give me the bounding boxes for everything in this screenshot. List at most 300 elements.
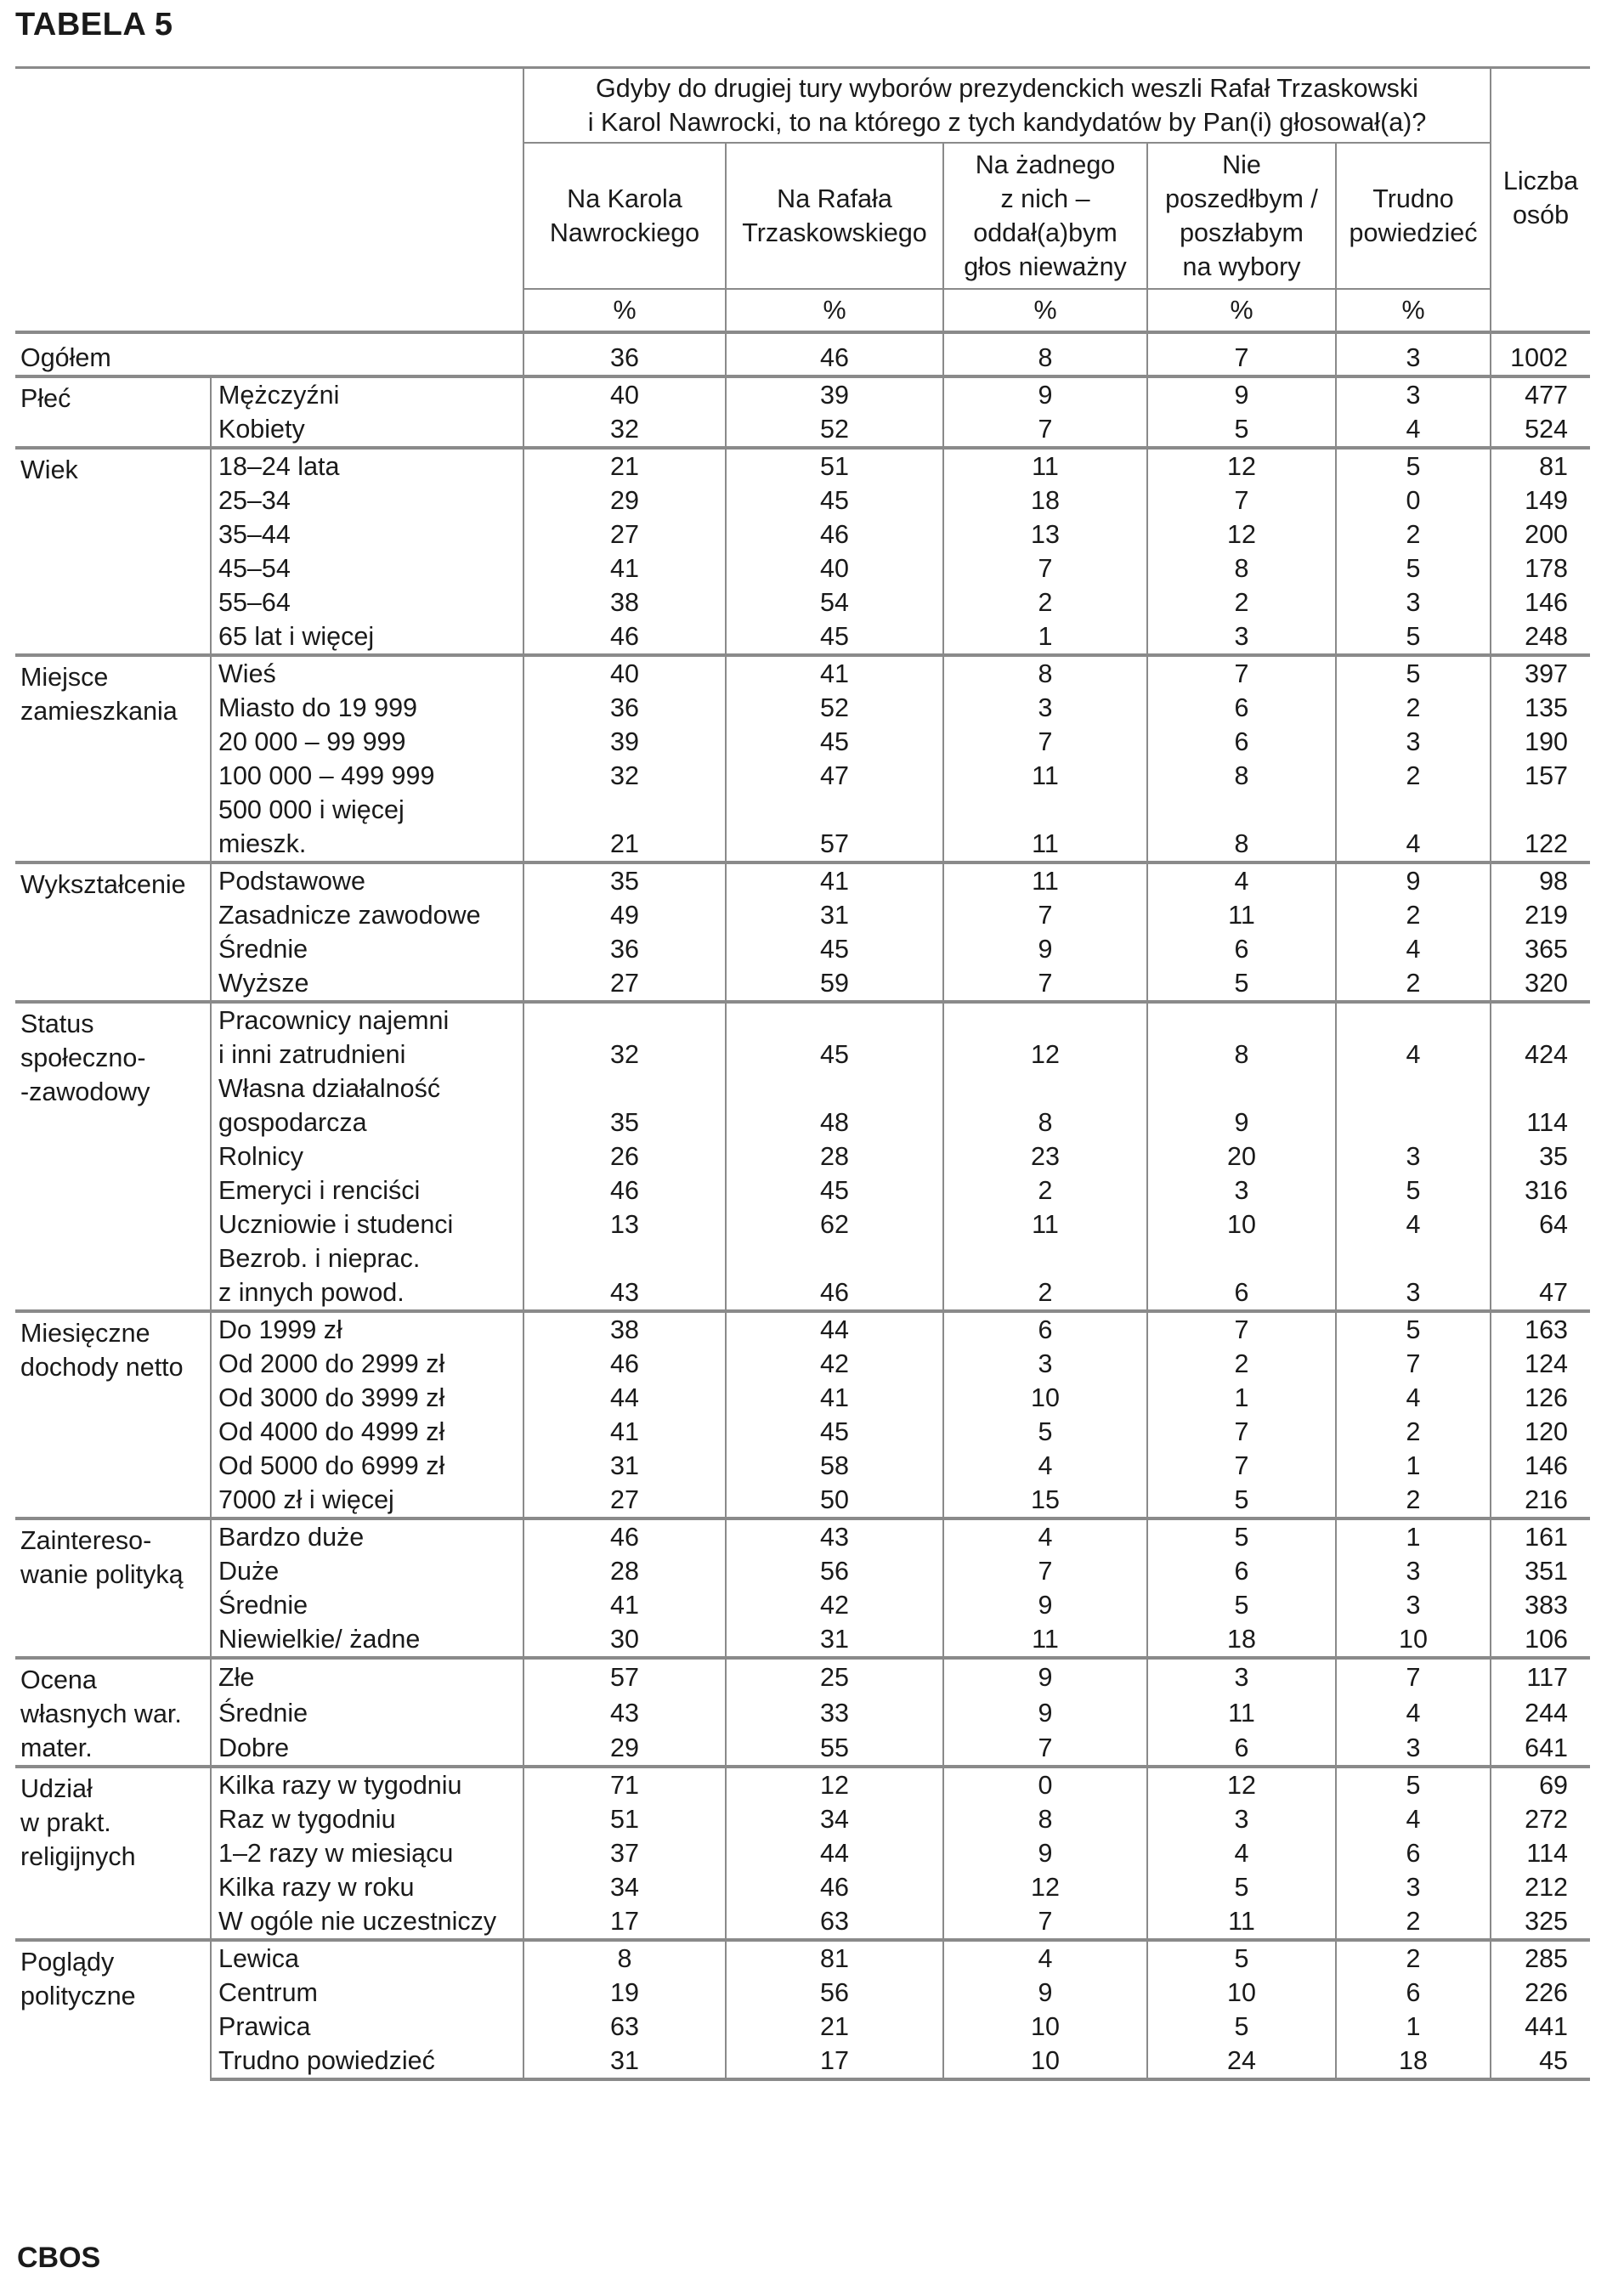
value-cell: 57 bbox=[726, 793, 943, 862]
value-cell: 6 bbox=[1147, 1241, 1336, 1311]
row-label-line: Średnie bbox=[218, 1698, 308, 1728]
value-cell: 7 bbox=[1336, 1658, 1491, 1694]
value-cell: 4 bbox=[943, 1449, 1147, 1483]
value-cell: 20 bbox=[1147, 1140, 1336, 1173]
count-cell: 35 bbox=[1491, 1140, 1590, 1173]
table-row bbox=[15, 898, 1590, 932]
row-label-line: Raz w tygodniu bbox=[218, 1805, 396, 1834]
value-cell: 9 bbox=[943, 1836, 1147, 1870]
column-header-line: Nie bbox=[1222, 150, 1261, 179]
value-cell: 45 bbox=[726, 1415, 943, 1449]
count-cell: 397 bbox=[1491, 655, 1590, 691]
row-label-line: 500 000 i więcej bbox=[218, 795, 405, 824]
value-cell: 7 bbox=[943, 412, 1147, 448]
value-cell: 34 bbox=[523, 1870, 726, 1904]
value-cell: 12 bbox=[1147, 448, 1336, 484]
count-cell: 351 bbox=[1491, 1554, 1590, 1588]
value-cell: 7 bbox=[1147, 1415, 1336, 1449]
row-label bbox=[211, 2044, 523, 2079]
value-cell: 7 bbox=[943, 725, 1147, 759]
column-header-line: poszłabym bbox=[1180, 218, 1304, 247]
value-cell: 2 bbox=[1336, 898, 1491, 932]
row-label bbox=[211, 1449, 523, 1483]
row-label-line: 65 lat i więcej bbox=[218, 622, 375, 651]
row-label-line: Złe bbox=[218, 1663, 255, 1693]
table-row bbox=[15, 725, 1590, 759]
value-cell: 28 bbox=[523, 1554, 726, 1588]
value-cell: 28 bbox=[726, 1140, 943, 1173]
row-label bbox=[211, 1730, 523, 1767]
table-row bbox=[15, 759, 1590, 793]
row-label bbox=[211, 655, 523, 691]
value-cell: 46 bbox=[523, 1518, 726, 1554]
count-cell: 64 bbox=[1491, 1207, 1590, 1241]
value-cell: 4 bbox=[1336, 793, 1491, 862]
page-title: TABELA 5 bbox=[15, 7, 173, 42]
group-label-line: Miejsce bbox=[20, 663, 109, 692]
value-cell: 10 bbox=[1336, 1622, 1491, 1658]
row-label bbox=[211, 1415, 523, 1449]
column-header-line: Trzaskowskiego bbox=[742, 218, 927, 247]
value-cell: 39 bbox=[523, 725, 726, 759]
value-cell: 4 bbox=[1147, 1836, 1336, 1870]
table-row bbox=[15, 1870, 1590, 1904]
row-label-line: 35–44 bbox=[218, 520, 291, 549]
row-label-line: Miasto do 19 999 bbox=[218, 693, 417, 722]
row-label bbox=[211, 585, 523, 619]
table-row bbox=[15, 1588, 1590, 1622]
row-label-line: Kilka razy w roku bbox=[218, 1873, 415, 1902]
value-cell: 31 bbox=[523, 1449, 726, 1483]
value-cell: 0 bbox=[943, 1767, 1147, 1802]
column-header-line: Nawrockiego bbox=[549, 218, 700, 247]
row-label-line: Od 4000 do 4999 zł bbox=[218, 1417, 445, 1446]
value-cell: 6 bbox=[1147, 725, 1336, 759]
value-cell: 9 bbox=[943, 1976, 1147, 2010]
group-label bbox=[15, 862, 211, 1002]
row-label-line: Trudno powiedzieć bbox=[218, 2046, 435, 2075]
row-label-line: Własna działalność bbox=[218, 1074, 441, 1103]
value-cell: 31 bbox=[726, 898, 943, 932]
group-label bbox=[15, 655, 211, 862]
row-label bbox=[211, 932, 523, 966]
value-cell: 33 bbox=[726, 1694, 943, 1729]
value-cell: 7 bbox=[1147, 655, 1336, 691]
group-label-line: religijnych bbox=[20, 1842, 136, 1871]
value-cell: 32 bbox=[523, 1002, 726, 1072]
count-cell: 69 bbox=[1491, 1767, 1590, 1802]
value-cell: 6 bbox=[1336, 1836, 1491, 1870]
table-row bbox=[15, 2044, 1590, 2079]
row-label-line: 20 000 – 99 999 bbox=[218, 727, 406, 756]
column-header-line: z nich – bbox=[1000, 184, 1090, 213]
count-cell: 114 bbox=[1491, 1836, 1590, 1870]
value-cell: 8 bbox=[943, 655, 1147, 691]
value-cell: 36 bbox=[523, 691, 726, 725]
value-cell: 35 bbox=[523, 1072, 726, 1140]
value-cell: 4 bbox=[943, 1518, 1147, 1554]
value-cell: 8 bbox=[943, 1072, 1147, 1140]
row-label bbox=[211, 1002, 523, 1072]
group-label bbox=[15, 1767, 211, 1940]
row-label-line: Wieś bbox=[218, 659, 276, 688]
value-cell: 5 bbox=[1336, 619, 1491, 655]
group-label bbox=[15, 448, 211, 655]
table-row bbox=[15, 1140, 1590, 1173]
table-row bbox=[15, 1976, 1590, 2010]
value-cell: 5 bbox=[1147, 1870, 1336, 1904]
count-header bbox=[1491, 68, 1590, 333]
value-cell: 3 bbox=[1336, 1241, 1491, 1311]
value-cell: 39 bbox=[726, 376, 943, 412]
value-cell: 9 bbox=[943, 1588, 1147, 1622]
value-cell: 3 bbox=[1336, 1588, 1491, 1622]
unit-cell: % bbox=[726, 289, 943, 332]
count-cell: 325 bbox=[1491, 1904, 1590, 1940]
value-cell: 3 bbox=[943, 1347, 1147, 1381]
count-cell: 114 bbox=[1491, 1072, 1590, 1140]
value-cell: 4 bbox=[1147, 862, 1336, 898]
count-cell: 161 bbox=[1491, 1518, 1590, 1554]
value-cell: 7 bbox=[943, 966, 1147, 1002]
value-cell: 18 bbox=[943, 484, 1147, 517]
group-label-line: w prakt. bbox=[20, 1808, 111, 1837]
row-label bbox=[211, 1588, 523, 1622]
value-cell: 6 bbox=[1147, 1730, 1336, 1767]
value-cell: 8 bbox=[943, 1802, 1147, 1836]
row-label bbox=[211, 1483, 523, 1518]
value-cell: 42 bbox=[726, 1347, 943, 1381]
value-cell: 11 bbox=[943, 759, 1147, 793]
value-cell: 3 bbox=[1147, 619, 1336, 655]
value-cell: 31 bbox=[726, 1622, 943, 1658]
value-cell: 11 bbox=[1147, 1904, 1336, 1940]
column-header-line: poszedłbym / bbox=[1165, 184, 1318, 213]
row-label bbox=[211, 1518, 523, 1554]
table-row bbox=[15, 517, 1590, 551]
value-cell: 41 bbox=[726, 862, 943, 898]
group-label-line: Udział bbox=[20, 1774, 93, 1803]
value-cell: 40 bbox=[726, 551, 943, 585]
value-cell: 4 bbox=[943, 1940, 1147, 1976]
value-cell: 5 bbox=[1147, 2010, 1336, 2044]
value-cell: 6 bbox=[943, 1311, 1147, 1347]
value-cell: 46 bbox=[726, 1241, 943, 1311]
value-cell: 29 bbox=[523, 1730, 726, 1767]
row-label bbox=[211, 1311, 523, 1347]
column-header-line: Na żadnego bbox=[975, 150, 1116, 179]
value-cell: 2 bbox=[943, 1173, 1147, 1207]
value-cell: 2 bbox=[943, 1241, 1147, 1311]
value-cell: 5 bbox=[1147, 1588, 1336, 1622]
group-label bbox=[15, 1002, 211, 1311]
row-label-line: Bardzo duże bbox=[218, 1523, 365, 1552]
value-cell: 52 bbox=[726, 412, 943, 448]
group-label bbox=[15, 1940, 211, 2079]
row-label-line: 25–34 bbox=[218, 486, 291, 515]
group-label-line: Miesięczne bbox=[20, 1319, 150, 1348]
count-cell: 212 bbox=[1491, 1870, 1590, 1904]
value-cell: 26 bbox=[523, 1140, 726, 1173]
value-cell: 45 bbox=[726, 619, 943, 655]
value-cell: 9 bbox=[943, 1658, 1147, 1694]
count-cell: 146 bbox=[1491, 585, 1590, 619]
value-cell: 2 bbox=[943, 585, 1147, 619]
value-cell: 3 bbox=[1336, 1730, 1491, 1767]
value-cell: 5 bbox=[1147, 1940, 1336, 1976]
value-cell: 11 bbox=[943, 862, 1147, 898]
table-row bbox=[15, 376, 1590, 412]
row-label-line: W ogóle nie uczestniczy bbox=[218, 1907, 497, 1936]
column-header-line: na wybory bbox=[1182, 252, 1301, 281]
results-table bbox=[15, 66, 1590, 2081]
row-label-line: Kobiety bbox=[218, 415, 305, 444]
value-cell: 12 bbox=[943, 1002, 1147, 1072]
row-label-line: Prawica bbox=[218, 2012, 311, 2041]
value-cell: 8 bbox=[1147, 551, 1336, 585]
value-cell: 6 bbox=[1147, 691, 1336, 725]
value-cell: 2 bbox=[1147, 585, 1336, 619]
count-cell: 117 bbox=[1491, 1658, 1590, 1694]
value-cell: 5 bbox=[1147, 966, 1336, 1002]
row-label-line: Do 1999 zł bbox=[218, 1315, 342, 1344]
count-cell: 1002 bbox=[1491, 332, 1590, 376]
count-cell: 272 bbox=[1491, 1802, 1590, 1836]
row-label-line: Średnie bbox=[218, 935, 308, 964]
count-cell: 219 bbox=[1491, 898, 1590, 932]
value-cell: 7 bbox=[1147, 332, 1336, 376]
value-cell: 36 bbox=[523, 332, 726, 376]
count-cell: 244 bbox=[1491, 1694, 1590, 1729]
value-cell: 5 bbox=[1336, 551, 1491, 585]
group-label-line: Ocena bbox=[20, 1665, 97, 1694]
count-cell: 106 bbox=[1491, 1622, 1590, 1658]
value-cell: 32 bbox=[523, 759, 726, 793]
value-cell: 2 bbox=[1336, 691, 1491, 725]
value-cell: 4 bbox=[1336, 1802, 1491, 1836]
count-cell: 190 bbox=[1491, 725, 1590, 759]
value-cell: 57 bbox=[523, 1658, 726, 1694]
row-label bbox=[211, 448, 523, 484]
row-label-line: Zasadnicze zawodowe bbox=[218, 901, 481, 930]
value-cell: 42 bbox=[726, 1588, 943, 1622]
table-row bbox=[15, 1415, 1590, 1449]
row-label-line: 100 000 – 499 999 bbox=[218, 761, 435, 790]
row-label bbox=[211, 1347, 523, 1381]
value-cell: 41 bbox=[523, 1588, 726, 1622]
unit-cell: % bbox=[1147, 289, 1336, 332]
count-cell: 163 bbox=[1491, 1311, 1590, 1347]
value-cell: 81 bbox=[726, 1940, 943, 1976]
count-cell: 98 bbox=[1491, 862, 1590, 898]
row-label bbox=[211, 1207, 523, 1241]
row-label bbox=[211, 793, 523, 862]
table-row bbox=[15, 1483, 1590, 1518]
value-cell: 48 bbox=[726, 1072, 943, 1140]
value-cell: 3 bbox=[1336, 376, 1491, 412]
total-label: Ogółem bbox=[15, 332, 523, 376]
value-cell: 44 bbox=[523, 1381, 726, 1415]
value-cell: 8 bbox=[943, 332, 1147, 376]
value-cell: 41 bbox=[523, 551, 726, 585]
value-cell: 63 bbox=[523, 2010, 726, 2044]
value-cell: 3 bbox=[943, 691, 1147, 725]
value-cell: 46 bbox=[523, 1173, 726, 1207]
row-label bbox=[211, 619, 523, 655]
row-label-line: Duże bbox=[218, 1557, 280, 1586]
row-label bbox=[211, 898, 523, 932]
value-cell: 21 bbox=[726, 2010, 943, 2044]
value-cell: 4 bbox=[1336, 932, 1491, 966]
count-cell: 477 bbox=[1491, 376, 1590, 412]
row-label bbox=[211, 862, 523, 898]
count-cell: 248 bbox=[1491, 619, 1590, 655]
column-header-line: oddał(a)bym bbox=[973, 218, 1118, 247]
row-label-line: Centrum bbox=[218, 1978, 318, 2007]
value-cell: 1 bbox=[1147, 1381, 1336, 1415]
value-cell: 23 bbox=[943, 1140, 1147, 1173]
value-cell: 30 bbox=[523, 1622, 726, 1658]
row-label-line: 1–2 razy w miesiącu bbox=[218, 1839, 454, 1868]
count-cell: 226 bbox=[1491, 1976, 1590, 2010]
value-cell: 11 bbox=[943, 793, 1147, 862]
row-label bbox=[211, 725, 523, 759]
value-cell: 12 bbox=[1147, 517, 1336, 551]
group-label-line: zamieszkania bbox=[20, 697, 178, 726]
value-cell: 11 bbox=[1147, 1694, 1336, 1729]
group-label-line: własnych war. bbox=[20, 1699, 182, 1728]
value-cell: 55 bbox=[726, 1730, 943, 1767]
group-label bbox=[15, 1658, 211, 1767]
table-row bbox=[15, 966, 1590, 1002]
row-label bbox=[211, 1940, 523, 1976]
value-cell: 44 bbox=[726, 1836, 943, 1870]
value-cell: 29 bbox=[523, 484, 726, 517]
table-row bbox=[15, 1347, 1590, 1381]
row-label-line: Wyższe bbox=[218, 969, 309, 998]
value-cell: 5 bbox=[1336, 448, 1491, 484]
row-label-line: Od 5000 do 6999 zł bbox=[218, 1451, 445, 1480]
value-cell: 3 bbox=[1336, 1554, 1491, 1588]
value-cell: 10 bbox=[1147, 1976, 1336, 2010]
value-cell: 12 bbox=[726, 1767, 943, 1802]
table-row bbox=[15, 1072, 1590, 1140]
count-cell: 124 bbox=[1491, 1347, 1590, 1381]
value-cell: 5 bbox=[943, 1415, 1147, 1449]
value-cell: 59 bbox=[726, 966, 943, 1002]
value-cell: 5 bbox=[1147, 412, 1336, 448]
row-label bbox=[211, 759, 523, 793]
row-label-line: Mężczyźni bbox=[218, 381, 340, 410]
value-cell: 2 bbox=[1336, 966, 1491, 1002]
value-cell: 45 bbox=[726, 1173, 943, 1207]
table-row bbox=[15, 1940, 1590, 1976]
count-cell: 149 bbox=[1491, 484, 1590, 517]
value-cell: 34 bbox=[726, 1802, 943, 1836]
value-cell: 50 bbox=[726, 1483, 943, 1518]
table-row bbox=[15, 932, 1590, 966]
value-cell: 11 bbox=[943, 448, 1147, 484]
table-row bbox=[15, 655, 1590, 691]
group-label-line: mater. bbox=[20, 1733, 93, 1762]
value-cell: 7 bbox=[1147, 1311, 1336, 1347]
value-cell: 7 bbox=[943, 898, 1147, 932]
row-label bbox=[211, 1072, 523, 1140]
group-label-line: Status bbox=[20, 1009, 94, 1038]
table-row bbox=[15, 448, 1590, 484]
value-cell: 4 bbox=[1336, 1207, 1491, 1241]
value-cell: 44 bbox=[726, 1311, 943, 1347]
value-cell: 5 bbox=[1336, 1767, 1491, 1802]
row-label bbox=[211, 1140, 523, 1173]
value-cell: 21 bbox=[523, 448, 726, 484]
column-header bbox=[943, 143, 1147, 289]
value-cell: 4 bbox=[1336, 1381, 1491, 1415]
column-header-line: głos nieważny bbox=[964, 252, 1127, 281]
table-row bbox=[15, 1449, 1590, 1483]
group-label bbox=[15, 1311, 211, 1518]
value-cell: 7 bbox=[943, 1904, 1147, 1940]
value-cell: 2 bbox=[1336, 1483, 1491, 1518]
value-cell: 4 bbox=[1336, 1694, 1491, 1729]
value-cell: 46 bbox=[523, 1347, 726, 1381]
row-label bbox=[211, 2010, 523, 2044]
value-cell: 45 bbox=[726, 725, 943, 759]
table-row bbox=[15, 1802, 1590, 1836]
row-label-line: Niewielkie/ żadne bbox=[218, 1625, 421, 1654]
count-cell: 424 bbox=[1491, 1002, 1590, 1072]
row-label bbox=[211, 1622, 523, 1658]
group-label-line: -zawodowy bbox=[20, 1077, 150, 1106]
group-label-line: wanie polityką bbox=[20, 1560, 184, 1589]
value-cell: 6 bbox=[1336, 1976, 1491, 2010]
row-label-line: Kilka razy w tygodniu bbox=[218, 1771, 462, 1800]
value-cell: 10 bbox=[943, 2010, 1147, 2044]
table-row bbox=[15, 1311, 1590, 1347]
value-cell: 35 bbox=[523, 862, 726, 898]
group-label-line: Wiek bbox=[20, 455, 78, 484]
value-cell: 3 bbox=[1336, 1870, 1491, 1904]
row-label bbox=[211, 1381, 523, 1415]
value-cell: 13 bbox=[523, 1207, 726, 1241]
group-label-line: dochody netto bbox=[20, 1353, 184, 1382]
table-row bbox=[15, 1554, 1590, 1588]
value-cell: 46 bbox=[726, 517, 943, 551]
value-cell: 2 bbox=[1336, 759, 1491, 793]
value-cell: 18 bbox=[1336, 2044, 1491, 2079]
table-row bbox=[15, 1622, 1590, 1658]
value-cell: 7 bbox=[1336, 1347, 1491, 1381]
value-cell: 7 bbox=[1147, 484, 1336, 517]
row-label-line: i inni zatrudnieni bbox=[218, 1040, 406, 1069]
value-cell: 17 bbox=[523, 1904, 726, 1940]
count-cell: 126 bbox=[1491, 1381, 1590, 1415]
value-cell: 9 bbox=[1336, 862, 1491, 898]
value-cell: 12 bbox=[1147, 1767, 1336, 1802]
value-cell: 1 bbox=[1336, 1518, 1491, 1554]
value-cell: 45 bbox=[726, 484, 943, 517]
table-row bbox=[15, 551, 1590, 585]
count-cell: 122 bbox=[1491, 793, 1590, 862]
count-header-line-1: Liczba bbox=[1502, 167, 1579, 195]
value-cell: 3 bbox=[1336, 332, 1491, 376]
table-row bbox=[15, 1658, 1590, 1694]
row-label bbox=[211, 1904, 523, 1940]
value-cell: 46 bbox=[726, 332, 943, 376]
value-cell: 5 bbox=[1147, 1483, 1336, 1518]
question-line-2: i Karol Nawrocki, to na którego z tych kandydatów by Pan(i) głosował(a)? bbox=[587, 108, 1427, 137]
row-label-line: Pracownicy najemni bbox=[218, 1006, 450, 1035]
